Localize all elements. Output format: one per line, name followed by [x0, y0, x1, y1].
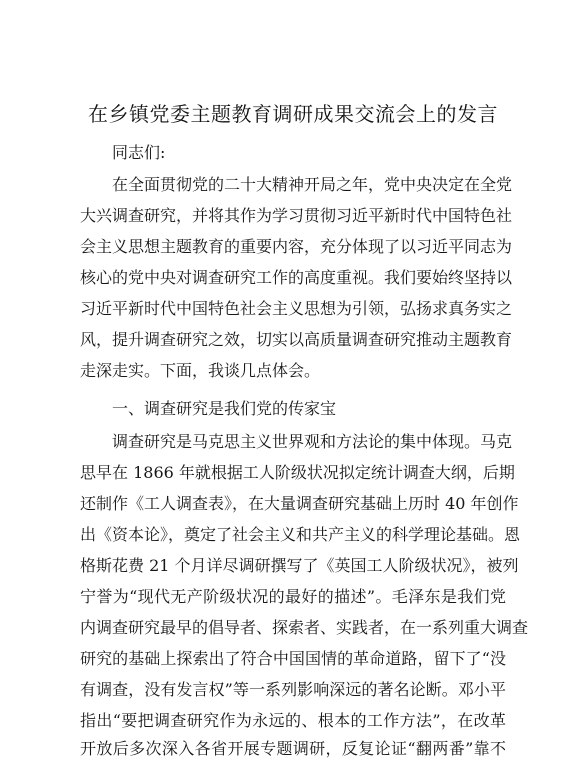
paragraph-2-line-10: 指出“要把调查研究作为永远的、根本的工作方法”，在改革 — [80, 711, 506, 730]
paragraph-1-line-6: 风，提升调查研究之效，切实以高质量调查研究推动主题教育 — [80, 330, 513, 349]
paragraph-1-line-7: 走深走实。下面，我谈几点体会。 — [80, 361, 321, 380]
paragraph-2-line-2: 思早在 1866 年就根据工人阶级状况拟定统计调查大纲，后期 — [80, 463, 515, 482]
paragraph-1-line-2: 大兴调查研究，并将其作为学习贯彻习近平新时代中国特色社 — [80, 206, 513, 225]
paragraph-1-line-1: 在全面贯彻党的二十大精神开局之年，党中央决定在全党 — [112, 175, 513, 194]
paragraph-2-line-8: 研究的基础上探索出了符合中国国情的革命道路，留下了“没 — [80, 649, 506, 668]
paragraph-2-line-9: 有调查，没有发言权”等一系列影响深远的著名论断。邓小平 — [80, 680, 506, 699]
paragraph-2-line-11: 开放后多次深入各省开展专题调研，反复论证“翻两番”靠不 — [80, 739, 506, 758]
document-title: 在乡镇党委主题教育调研成果交流会上的发言 — [88, 102, 498, 126]
paragraph-2-line-7: 内调查研究最早的倡导者、探索者、实践者，在一系列重大调查 — [80, 618, 529, 637]
paragraph-2-line-1: 调查研究是马克思主义世界观和方法论的集中体现。马克 — [112, 432, 513, 451]
section-1-heading: 一、调查研究是我们党的传家宝 — [112, 399, 337, 418]
paragraph-2-line-6: 宁誉为“现代无产阶级状况的最好的描述”。毛泽东是我们党 — [80, 587, 506, 606]
paragraph-1-line-3: 会主义思想主题教育的重要内容，充分体现了以习近平同志为 — [80, 237, 513, 256]
paragraph-2-line-4: 出《资本论》，奠定了社会主义和共产主义的科学理论基础。恩 — [80, 525, 521, 544]
paragraph-2-line-5: 格斯花费 21 个月详尽调研撰写了《英国工人阶级状况》，被列 — [80, 556, 519, 575]
paragraph-1-line-4: 核心的党中央对调查研究工作的高度重视。我们要始终坚持以 — [80, 268, 513, 287]
paragraph-1-line-5: 习近平新时代中国特色社会主义思想为引领，弘扬求真务实之 — [80, 299, 513, 318]
greeting: 同志们: — [112, 143, 166, 162]
paragraph-2-line-3: 还制作《工人调查表》，在大量调查研究基础上历时 40 年创作 — [80, 494, 519, 513]
